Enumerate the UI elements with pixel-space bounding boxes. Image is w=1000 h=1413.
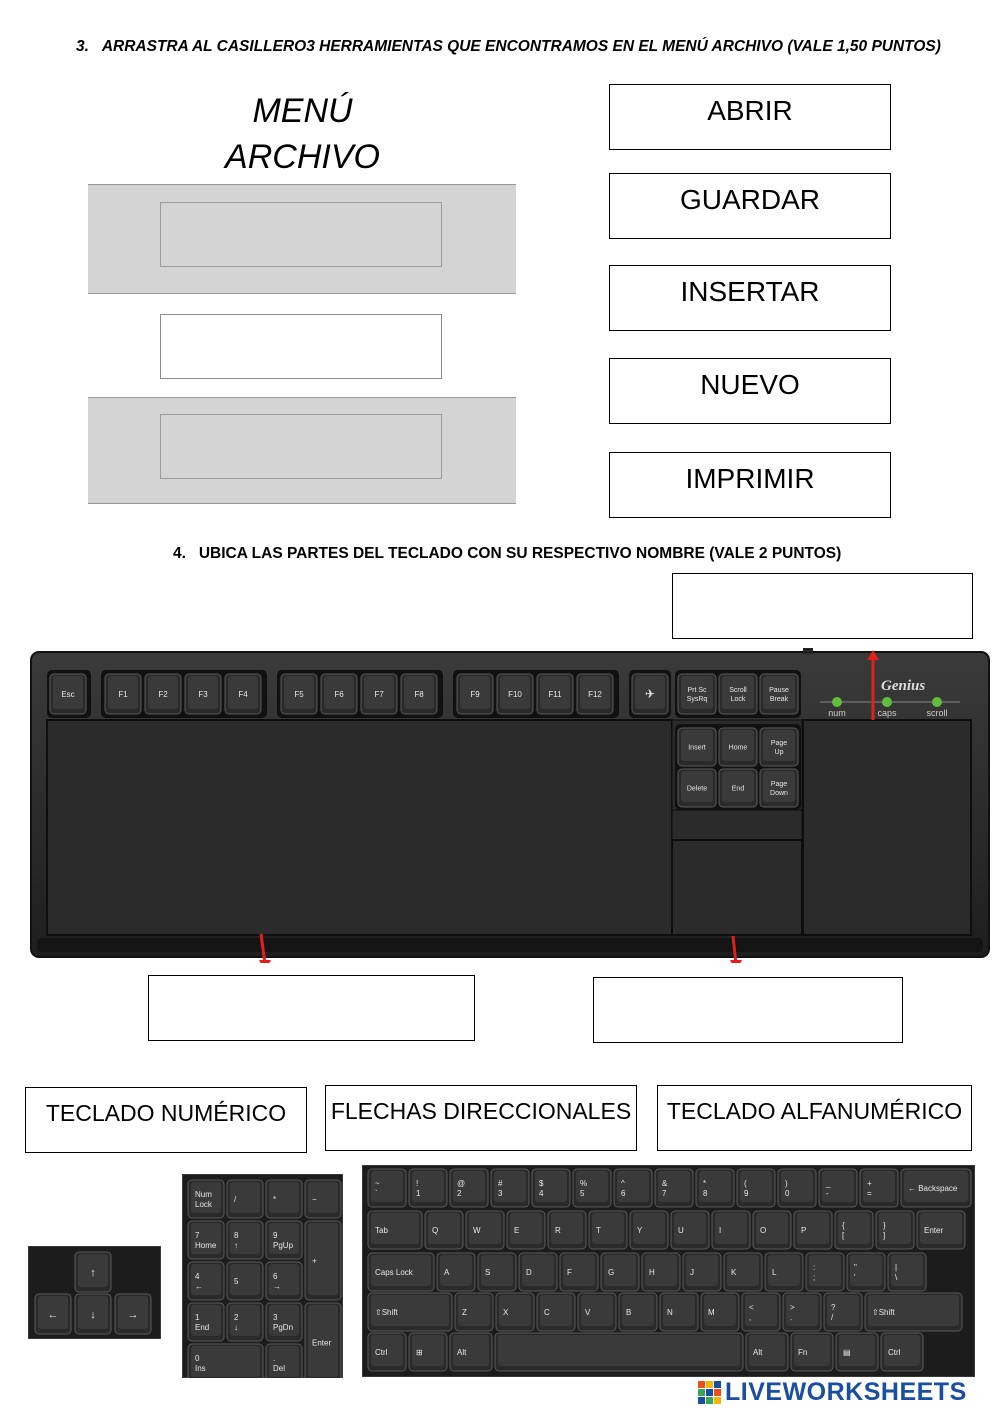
svg-text:=: = bbox=[867, 1188, 872, 1198]
numpad-key-12 bbox=[227, 1303, 263, 1341]
alpha-key-4-10 bbox=[778, 1169, 816, 1207]
svg-text:⇧Shift: ⇧Shift bbox=[872, 1307, 895, 1317]
svg-text:9: 9 bbox=[744, 1188, 749, 1198]
liveworksheets-icon bbox=[698, 1381, 722, 1405]
numpad-key-2 bbox=[266, 1180, 302, 1218]
option-teclado-alfanumerico[interactable]: TECLADO ALFANUMÉRICO bbox=[657, 1085, 972, 1151]
key-f4 bbox=[225, 674, 261, 714]
alpha-key-128-8 bbox=[742, 1293, 780, 1331]
alpha-key-88-4 bbox=[560, 1253, 598, 1291]
alpha-key-128-4 bbox=[578, 1293, 616, 1331]
svg-text:>: > bbox=[790, 1302, 795, 1312]
numpad-key-14 bbox=[305, 1303, 341, 1378]
svg-text:F11: F11 bbox=[548, 689, 562, 699]
svg-text:%: % bbox=[580, 1178, 588, 1188]
numpad-key-1 bbox=[227, 1180, 263, 1218]
alpha-key-88-11 bbox=[847, 1253, 885, 1291]
alpha-key-4-1 bbox=[409, 1169, 447, 1207]
key-nav-2 bbox=[760, 728, 798, 766]
svg-text:Ctrl: Ctrl bbox=[375, 1347, 388, 1357]
svg-text:Scroll: Scroll bbox=[729, 686, 747, 694]
svg-text:Lock: Lock bbox=[195, 1199, 212, 1209]
svg-text:_: _ bbox=[826, 1178, 831, 1188]
numpad-key-11 bbox=[188, 1303, 224, 1341]
svg-text:5: 5 bbox=[234, 1276, 239, 1286]
arrow-keys-image bbox=[28, 1246, 161, 1339]
alpha-key-128-9 bbox=[783, 1293, 821, 1331]
svg-text:V: V bbox=[585, 1307, 591, 1317]
numpad-key-4 bbox=[188, 1221, 224, 1259]
svg-text:,: , bbox=[749, 1312, 752, 1322]
key-f5 bbox=[281, 674, 317, 714]
svg-text:F2: F2 bbox=[158, 689, 168, 699]
alpha-key-46-4 bbox=[548, 1211, 586, 1249]
svg-text:↓: ↓ bbox=[90, 1308, 96, 1321]
svg-text:Insert: Insert bbox=[688, 744, 706, 752]
key-f2 bbox=[145, 674, 181, 714]
alpha-key-46-0 bbox=[368, 1211, 422, 1249]
numpad-key-7 bbox=[305, 1221, 341, 1300]
svg-text:M: M bbox=[708, 1307, 715, 1317]
alpha-key-168-1 bbox=[409, 1333, 447, 1371]
alpha-key-128-11 bbox=[865, 1293, 962, 1331]
svg-text:C: C bbox=[544, 1307, 550, 1317]
alpha-key-46-1 bbox=[425, 1211, 463, 1249]
key-esc bbox=[50, 674, 86, 714]
svg-text:F3: F3 bbox=[198, 689, 208, 699]
svg-text:A: A bbox=[444, 1267, 450, 1277]
drop-target-keyboard-left[interactable] bbox=[148, 975, 475, 1041]
alpha-key-88-8 bbox=[724, 1253, 762, 1291]
svg-text:]: ] bbox=[883, 1230, 886, 1240]
svg-text:9: 9 bbox=[273, 1230, 278, 1240]
svg-text:0: 0 bbox=[785, 1188, 790, 1198]
keyboard-brand: Genius bbox=[881, 678, 926, 694]
numpad-key-13 bbox=[266, 1303, 302, 1341]
svg-text:$: $ bbox=[539, 1178, 544, 1188]
svg-text:^: ^ bbox=[621, 1178, 625, 1188]
svg-text:{: { bbox=[842, 1220, 845, 1230]
alpha-key-168-3 bbox=[495, 1333, 743, 1371]
key-arrow-up bbox=[75, 1252, 111, 1292]
numpad-key-9 bbox=[227, 1262, 263, 1300]
alpha-key-128-10 bbox=[824, 1293, 862, 1331]
option-guardar[interactable]: GUARDAR bbox=[609, 173, 891, 239]
svg-text:↑: ↑ bbox=[234, 1240, 238, 1250]
svg-text:2: 2 bbox=[234, 1312, 239, 1322]
key-f8 bbox=[401, 674, 437, 714]
svg-text:1: 1 bbox=[195, 1312, 200, 1322]
svg-text:PgDn: PgDn bbox=[273, 1322, 294, 1332]
svg-text:←: ← bbox=[195, 1281, 203, 1291]
alpha-key-88-7 bbox=[683, 1253, 721, 1291]
alpha-key-168-6 bbox=[836, 1333, 878, 1371]
led-scroll-label: scroll bbox=[926, 708, 948, 718]
svg-text:*: * bbox=[703, 1178, 707, 1188]
svg-text:4: 4 bbox=[539, 1188, 544, 1198]
svg-text:O: O bbox=[760, 1225, 767, 1235]
svg-text:6: 6 bbox=[621, 1188, 626, 1198]
svg-text:F5: F5 bbox=[294, 689, 304, 699]
svg-text:\: \ bbox=[895, 1272, 898, 1282]
alpha-key-168-0 bbox=[368, 1333, 406, 1371]
keyboard-illustration bbox=[25, 648, 995, 963]
key-nav-4 bbox=[719, 769, 757, 807]
led-num bbox=[832, 697, 842, 707]
svg-text:7: 7 bbox=[662, 1188, 667, 1198]
svg-text:Home: Home bbox=[728, 744, 748, 752]
drop-target-3[interactable] bbox=[160, 414, 442, 479]
numpad-key-0 bbox=[188, 1180, 224, 1218]
svg-text:Tab: Tab bbox=[375, 1225, 388, 1235]
option-flechas-direccionales[interactable]: FLECHAS DIRECCIONALES bbox=[325, 1085, 637, 1151]
led-scroll bbox=[932, 697, 942, 707]
alpha-key-4-4 bbox=[532, 1169, 570, 1207]
numpad-key-6 bbox=[266, 1221, 302, 1259]
alpha-key-4-3 bbox=[491, 1169, 529, 1207]
svg-text:T: T bbox=[596, 1225, 601, 1235]
svg-text:/: / bbox=[831, 1312, 834, 1322]
svg-text:": " bbox=[854, 1262, 857, 1272]
svg-text:Delete: Delete bbox=[686, 785, 708, 793]
menu-title-line2: ARCHIVO bbox=[225, 138, 380, 176]
alpha-key-88-0 bbox=[368, 1253, 434, 1291]
key-f10 bbox=[497, 674, 533, 714]
svg-text:Fn: Fn bbox=[798, 1347, 808, 1357]
alphanumeric-keyboard-image bbox=[362, 1165, 975, 1377]
numpad-key-3 bbox=[305, 1180, 341, 1218]
alpha-key-128-7 bbox=[701, 1293, 739, 1331]
key-airplane-icon bbox=[632, 674, 668, 714]
svg-text:Ins: Ins bbox=[195, 1363, 206, 1373]
svg-text:↓: ↓ bbox=[234, 1322, 238, 1332]
svg-text:F6: F6 bbox=[334, 689, 344, 699]
svg-text:End: End bbox=[195, 1322, 210, 1332]
alpha-key-88-3 bbox=[519, 1253, 557, 1291]
key-f1 bbox=[105, 674, 141, 714]
svg-text:PgUp: PgUp bbox=[273, 1240, 294, 1250]
alpha-key-46-10 bbox=[794, 1211, 832, 1249]
svg-text:2: 2 bbox=[457, 1188, 462, 1198]
alpha-key-88-9 bbox=[765, 1253, 803, 1291]
svg-text:#: # bbox=[498, 1178, 503, 1188]
svg-text:1: 1 bbox=[416, 1188, 421, 1198]
svg-text:Del: Del bbox=[273, 1363, 286, 1373]
svg-text:⊞: ⊞ bbox=[416, 1347, 423, 1357]
alpha-key-46-11 bbox=[835, 1211, 873, 1249]
alpha-key-46-5 bbox=[589, 1211, 627, 1249]
svg-text:Lock: Lock bbox=[730, 695, 746, 703]
svg-text:': ' bbox=[854, 1272, 856, 1282]
numeric-keypad-image bbox=[182, 1174, 343, 1378]
alpha-key-88-1 bbox=[437, 1253, 475, 1291]
alpha-key-88-12 bbox=[888, 1253, 926, 1291]
svg-text:D: D bbox=[526, 1267, 532, 1277]
svg-text:←: ← bbox=[47, 1308, 59, 1321]
alpha-key-168-5 bbox=[791, 1333, 833, 1371]
svg-text:Num: Num bbox=[195, 1189, 212, 1199]
numpad-key-8 bbox=[188, 1262, 224, 1300]
svg-text:W: W bbox=[473, 1225, 481, 1235]
svg-text:;: ; bbox=[813, 1272, 816, 1282]
alpha-key-46-7 bbox=[671, 1211, 709, 1249]
svg-text:Break: Break bbox=[769, 695, 789, 703]
svg-text:⇧Shift: ⇧Shift bbox=[375, 1307, 398, 1317]
arrow-keys-area bbox=[672, 840, 802, 935]
alpha-key-88-10 bbox=[806, 1253, 844, 1291]
svg-text:J: J bbox=[690, 1267, 694, 1277]
question-4-title: 4. UBICA LAS PARTES DEL TECLADO CON SU RESPECTIVO NOMBRE (VALE 2 PUNTOS) bbox=[173, 545, 842, 562]
numpad-key-16 bbox=[266, 1344, 302, 1378]
svg-text:/: / bbox=[234, 1194, 237, 1204]
svg-text:N: N bbox=[667, 1307, 673, 1317]
svg-text:F7: F7 bbox=[374, 689, 384, 699]
alpha-key-128-5 bbox=[619, 1293, 657, 1331]
alpha-key-128-2 bbox=[496, 1293, 534, 1331]
svg-text:F12: F12 bbox=[588, 689, 602, 699]
svg-text:3: 3 bbox=[498, 1188, 503, 1198]
alpha-key-46-9 bbox=[753, 1211, 791, 1249]
svg-text:~: ~ bbox=[375, 1178, 380, 1188]
svg-text:!: ! bbox=[416, 1178, 419, 1188]
svg-text:4: 4 bbox=[195, 1271, 200, 1281]
alpha-key-88-6 bbox=[642, 1253, 680, 1291]
svg-text:?: ? bbox=[831, 1302, 836, 1312]
led-caps-label: caps bbox=[877, 708, 897, 718]
svg-text:+: + bbox=[312, 1256, 317, 1266]
alpha-key-4-11 bbox=[819, 1169, 857, 1207]
drop-target-2[interactable] bbox=[160, 314, 442, 379]
svg-text:→: → bbox=[273, 1281, 281, 1291]
alpha-key-46-3 bbox=[507, 1211, 545, 1249]
svg-text:Q: Q bbox=[432, 1225, 439, 1235]
svg-text:Alt: Alt bbox=[457, 1347, 467, 1357]
alpha-key-128-0 bbox=[368, 1293, 452, 1331]
key-f6 bbox=[321, 674, 357, 714]
svg-text:F8: F8 bbox=[414, 689, 424, 699]
svg-text:K: K bbox=[731, 1267, 737, 1277]
option-teclado-numerico[interactable]: TECLADO NUMÉRICO bbox=[25, 1087, 307, 1153]
svg-text:8: 8 bbox=[703, 1188, 708, 1198]
key-nav-5 bbox=[760, 769, 798, 807]
svg-text:.: . bbox=[790, 1312, 793, 1322]
alpha-key-4-5 bbox=[573, 1169, 611, 1207]
numpad-key-10 bbox=[266, 1262, 302, 1300]
svg-text:Prt Sc: Prt Sc bbox=[687, 686, 707, 694]
alpha-key-4-13 bbox=[901, 1169, 971, 1207]
alpha-key-4-8 bbox=[696, 1169, 734, 1207]
alpha-key-168-7 bbox=[881, 1333, 923, 1371]
svg-text:[: [ bbox=[842, 1230, 845, 1240]
led-num-label: num bbox=[828, 708, 846, 718]
key-system-2 bbox=[760, 674, 798, 714]
key-arrow-right bbox=[115, 1294, 151, 1334]
svg-text:← Backspace: ← Backspace bbox=[908, 1183, 958, 1193]
svg-text:}: } bbox=[883, 1220, 886, 1230]
svg-text:F: F bbox=[567, 1267, 572, 1277]
liveworksheets-text: LIVEWORKSHEETS bbox=[725, 1378, 967, 1406]
alpha-key-128-3 bbox=[537, 1293, 575, 1331]
alpha-key-4-0 bbox=[368, 1169, 406, 1207]
svg-text:↑: ↑ bbox=[90, 1266, 96, 1279]
option-imprimir[interactable]: IMPRIMIR bbox=[609, 452, 891, 518]
svg-text::: : bbox=[813, 1262, 816, 1272]
svg-text:5: 5 bbox=[580, 1188, 585, 1198]
key-arrow-left bbox=[35, 1294, 71, 1334]
svg-text:.: . bbox=[273, 1353, 276, 1363]
svg-text:H: H bbox=[649, 1267, 655, 1277]
numpad-key-5 bbox=[227, 1221, 263, 1259]
svg-text:U: U bbox=[678, 1225, 684, 1235]
led-caps bbox=[882, 697, 892, 707]
svg-text:*: * bbox=[273, 1194, 277, 1204]
svg-text:+: + bbox=[867, 1178, 872, 1188]
key-arrow-down bbox=[75, 1294, 111, 1334]
svg-text:Home: Home bbox=[195, 1240, 217, 1250]
svg-text:−: − bbox=[312, 1194, 317, 1204]
svg-text:Enter: Enter bbox=[312, 1338, 332, 1348]
svg-text:F4: F4 bbox=[238, 689, 248, 699]
svg-text:@: @ bbox=[457, 1178, 466, 1188]
svg-text:Z: Z bbox=[462, 1307, 467, 1317]
svg-text:R: R bbox=[555, 1225, 561, 1235]
svg-text:Page: Page bbox=[770, 780, 788, 788]
key-f11 bbox=[537, 674, 573, 714]
svg-text:&: & bbox=[662, 1178, 668, 1188]
svg-text:G: G bbox=[608, 1267, 615, 1277]
svg-text:`: ` bbox=[375, 1188, 378, 1198]
question-3-title: 3. ARRASTRA AL CASILLERO3 HERRAMIENTAS QUE ENCONTRAMOS EN EL MENÚ ARCHIVO (VALE 1,50 PUNTOS) bbox=[76, 38, 941, 55]
alpha-key-168-2 bbox=[450, 1333, 492, 1371]
svg-text:Y: Y bbox=[637, 1225, 643, 1235]
svg-text:Esc: Esc bbox=[61, 689, 75, 699]
numpad-key-15 bbox=[188, 1344, 263, 1378]
alpha-key-4-6 bbox=[614, 1169, 652, 1207]
svg-text:-: - bbox=[826, 1188, 829, 1198]
drop-target-keyboard-top[interactable] bbox=[672, 573, 973, 639]
key-nav-3 bbox=[678, 769, 716, 807]
key-nav-1 bbox=[719, 728, 757, 766]
svg-text:Caps Lock: Caps Lock bbox=[375, 1267, 413, 1277]
alpha-key-46-2 bbox=[466, 1211, 504, 1249]
svg-text:7: 7 bbox=[195, 1230, 200, 1240]
alphanumeric-area bbox=[47, 720, 672, 935]
drop-target-keyboard-right[interactable] bbox=[593, 977, 903, 1043]
svg-text:F1: F1 bbox=[118, 689, 128, 699]
svg-text:E: E bbox=[514, 1225, 520, 1235]
svg-text:L: L bbox=[772, 1267, 777, 1277]
alpha-key-88-5 bbox=[601, 1253, 639, 1291]
key-f9 bbox=[457, 674, 493, 714]
menu-title-line1: MENÚ bbox=[252, 92, 353, 130]
alpha-key-46-12 bbox=[876, 1211, 914, 1249]
alpha-key-4-2 bbox=[450, 1169, 488, 1207]
key-system-0 bbox=[678, 674, 716, 714]
key-nav-0 bbox=[678, 728, 716, 766]
option-nuevo[interactable]: NUEVO bbox=[609, 358, 891, 424]
alpha-key-46-8 bbox=[712, 1211, 750, 1249]
svg-text:✈: ✈ bbox=[644, 687, 656, 702]
svg-text:B: B bbox=[626, 1307, 632, 1317]
key-f7 bbox=[361, 674, 397, 714]
menu-archivo-title bbox=[180, 88, 425, 180]
liveworksheets-logo bbox=[698, 1378, 967, 1407]
option-insertar[interactable]: INSERTAR bbox=[609, 265, 891, 331]
svg-text:Pause: Pause bbox=[769, 686, 789, 694]
alpha-key-4-12 bbox=[860, 1169, 898, 1207]
svg-text:End: End bbox=[731, 785, 745, 793]
svg-text:Down: Down bbox=[770, 789, 788, 797]
key-system-1 bbox=[719, 674, 757, 714]
svg-text:0: 0 bbox=[195, 1353, 200, 1363]
svg-text:SysRq: SysRq bbox=[686, 695, 708, 703]
key-f12 bbox=[577, 674, 613, 714]
svg-text:F10: F10 bbox=[508, 689, 522, 699]
svg-text:Ctrl: Ctrl bbox=[888, 1347, 901, 1357]
svg-text:X: X bbox=[503, 1307, 509, 1317]
key-f3 bbox=[185, 674, 221, 714]
svg-text:Page: Page bbox=[770, 739, 788, 747]
alpha-key-46-6 bbox=[630, 1211, 668, 1249]
svg-text:Alt: Alt bbox=[753, 1347, 763, 1357]
alpha-key-46-13 bbox=[917, 1211, 965, 1249]
svg-text:▤: ▤ bbox=[843, 1347, 851, 1357]
alpha-key-168-4 bbox=[746, 1333, 788, 1371]
svg-text:F9: F9 bbox=[470, 689, 480, 699]
alpha-key-128-1 bbox=[455, 1293, 493, 1331]
svg-text:S: S bbox=[485, 1267, 491, 1277]
svg-text:→: → bbox=[127, 1308, 139, 1321]
svg-text:): ) bbox=[785, 1178, 788, 1188]
svg-text:8: 8 bbox=[234, 1230, 239, 1240]
svg-text:6: 6 bbox=[273, 1271, 278, 1281]
drop-target-1[interactable] bbox=[160, 202, 442, 267]
svg-text:(: ( bbox=[744, 1178, 747, 1188]
alpha-key-4-7 bbox=[655, 1169, 693, 1207]
option-abrir[interactable]: ABRIR bbox=[609, 84, 891, 150]
svg-text:|: | bbox=[895, 1262, 898, 1272]
svg-text:<: < bbox=[749, 1302, 754, 1312]
numeric-keypad-area bbox=[803, 720, 971, 935]
svg-text:P: P bbox=[801, 1225, 807, 1235]
svg-text:3: 3 bbox=[273, 1312, 278, 1322]
svg-text:Enter: Enter bbox=[924, 1225, 944, 1235]
svg-text:Up: Up bbox=[774, 748, 784, 756]
svg-text:I: I bbox=[719, 1225, 722, 1235]
alpha-key-128-6 bbox=[660, 1293, 698, 1331]
alpha-key-88-2 bbox=[478, 1253, 516, 1291]
alpha-key-4-9 bbox=[737, 1169, 775, 1207]
